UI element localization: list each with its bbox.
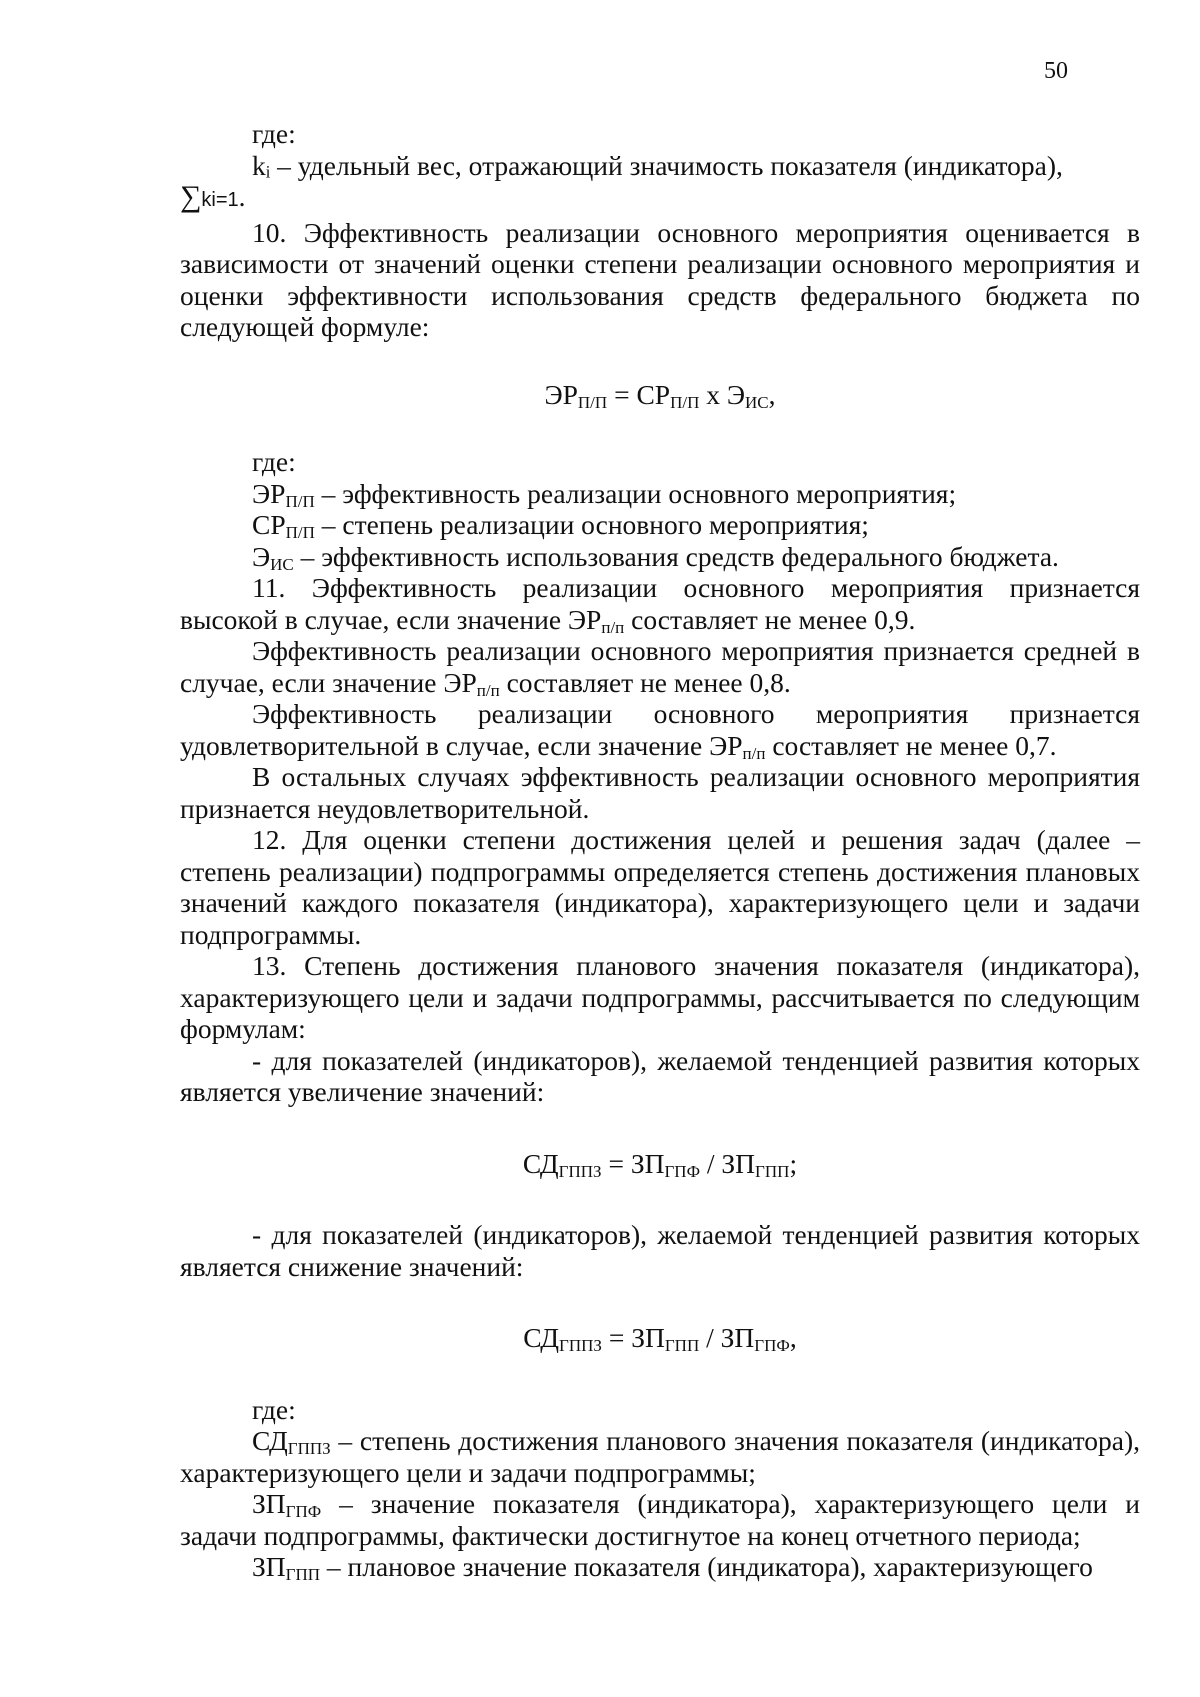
formula-er-end: , bbox=[768, 378, 776, 410]
paragraph-11-unsatisfactory: В остальных случаях эффективность реализации основного мероприятия признается неудовлетворительной. bbox=[180, 761, 1140, 824]
def-er-sub: П/П bbox=[285, 491, 315, 511]
def-eis bbox=[180, 541, 1140, 573]
def-sd-sub: ГППЗ bbox=[287, 1439, 331, 1458]
def-sd-text: – степень достижения планового значения показателя (индикатора), характеризующего цели и задачи подпрограммы; bbox=[180, 1425, 1140, 1488]
ki-definition: kᵢ – удельный вес, отражающий значимость показателя (индикатора), bbox=[252, 149, 1063, 181]
sum-end: . bbox=[238, 181, 246, 212]
p11-medium-sub: п/п bbox=[476, 680, 500, 700]
formula-sd-decrease bbox=[180, 1322, 1140, 1354]
def-zpp-sub: ГПП bbox=[285, 1565, 321, 1584]
formula2-div: / ЗП bbox=[700, 1147, 756, 1179]
formula3-end: , bbox=[789, 1322, 797, 1353]
formula2-num-sub: ГПФ bbox=[664, 1161, 701, 1181]
p11-high-sub: п/п bbox=[601, 617, 625, 637]
paragraph-12: 12. Для оценки степени достижения целей и решения задач (далее – степень реализации) подпрограммы определяется степень достижения плановых значений каждого показателя (индикатора), характеризующего цели и задачи подпрограммы. bbox=[180, 824, 1140, 950]
def-er-text: – эффективность реализации основного мероприятия; bbox=[314, 477, 957, 509]
p11-high-post: составляет не менее 0,9. bbox=[624, 603, 916, 635]
formula-er bbox=[180, 379, 1140, 411]
def-sr-symbol: СР bbox=[252, 509, 286, 540]
formula2-den-sub: ГПП bbox=[755, 1161, 790, 1181]
formula-er-eq: = СР bbox=[607, 378, 671, 410]
def-er bbox=[180, 478, 1140, 510]
formula-er-lhs-sub: П/П bbox=[577, 392, 608, 412]
formula-sd-increase bbox=[180, 1148, 1140, 1180]
def-sd bbox=[180, 1425, 1140, 1488]
p11-medium-post: составляет не менее 0,8. bbox=[499, 666, 791, 698]
paragraph-10: 10. Эффективность реализации основного мероприятия оценивается в зависимости от значений оценки степени реализации основного мероприятия и оценки эффективности использования средств федерального бюджета по следующей формуле: bbox=[180, 216, 1140, 342]
def-eis-symbol: Э bbox=[252, 540, 271, 572]
formula2-lhs: СД bbox=[522, 1147, 559, 1179]
def-sr-sub: П/П bbox=[285, 523, 315, 542]
increase-case: - для показателей (индикаторов), желаемой тенденцией развития которых является увеличение значений: bbox=[180, 1044, 1140, 1107]
def-zpf-sub: ГПФ bbox=[285, 1502, 322, 1521]
formula-er-rhs-sub: ИС bbox=[745, 392, 769, 412]
def-zpp-text: – плановое значение показателя (индикатора), характеризующего bbox=[320, 1551, 1093, 1582]
def-eis-text: – эффективность использования средств федерального бюджета. bbox=[293, 540, 1059, 572]
def-er-symbol: ЭР bbox=[252, 477, 286, 509]
sigma-symbol: ∑ bbox=[180, 180, 202, 213]
page-number: 50 bbox=[1044, 58, 1068, 84]
formula2-end: ; bbox=[789, 1147, 798, 1179]
formula3-den-sub: ГПФ bbox=[754, 1336, 790, 1355]
formula3-eq: = ЗП bbox=[601, 1322, 665, 1353]
where-label-3: где: bbox=[252, 1393, 296, 1425]
formula3-lhs-sub: ГППЗ bbox=[559, 1336, 602, 1355]
formula2-eq: = ЗП bbox=[601, 1147, 665, 1179]
where-label-2: где: bbox=[252, 446, 296, 477]
document-body bbox=[180, 118, 1140, 1583]
p11-satisfactory-post: составляет не менее 0,7. bbox=[765, 729, 1057, 761]
formula-er-lhs: ЭР bbox=[544, 378, 578, 410]
def-zpf-text: – значение показателя (индикатора), характеризующего цели и задачи подпрограммы, фактически достигнутое на конец отчетного периода; bbox=[180, 1488, 1140, 1551]
p11-satisfactory-pre: Эффективность реализации основного мероприятия признается удовлетворительной в случае, если значение ЭР bbox=[180, 698, 1140, 761]
sum-expression: ki=1 bbox=[201, 189, 239, 211]
def-sr bbox=[180, 509, 1140, 541]
def-zpf-symbol: ЗП bbox=[252, 1488, 286, 1519]
decrease-case: - для показателей (индикаторов), желаемой тенденцией развития которых является снижение значений: bbox=[180, 1219, 1140, 1282]
formula3-num-sub: ГПП bbox=[664, 1336, 700, 1355]
formula2-lhs-sub: ГППЗ bbox=[558, 1161, 602, 1181]
formula3-lhs: СД bbox=[523, 1322, 560, 1353]
where-label-1: где: bbox=[252, 118, 296, 149]
formula-er-x: х Э bbox=[699, 378, 746, 410]
paragraph-11-medium bbox=[180, 635, 1140, 698]
def-sr-text: – степень реализации основного мероприятия; bbox=[314, 509, 869, 540]
def-sd-symbol: СД bbox=[252, 1425, 288, 1456]
formula-er-mid-sub: П/П bbox=[670, 392, 700, 412]
paragraph-11-high bbox=[180, 572, 1140, 635]
paragraph-13: 13. Степень достижения планового значения показателя (индикатора), характеризующего цели и задачи подпрограммы, рассчитывается по следующим формулам: bbox=[180, 950, 1140, 1044]
paragraph-11-satisfactory bbox=[180, 698, 1140, 761]
def-zpp bbox=[180, 1551, 1140, 1583]
p11-satisfactory-sub: п/п bbox=[742, 743, 766, 763]
def-eis-sub: ИС bbox=[270, 554, 294, 574]
def-zpf bbox=[180, 1488, 1140, 1551]
p11-medium-pre: Эффективность реализации основного мероприятия признается средней в случае, если значение ЭР bbox=[180, 635, 1140, 698]
sum-formula bbox=[180, 181, 1140, 217]
p11-high-pre: 11. Эффективность реализации основного мероприятия признается высокой в случае, если значение ЭР bbox=[180, 572, 1140, 635]
def-zpp-symbol: ЗП bbox=[252, 1551, 286, 1582]
formula3-div: / ЗП bbox=[699, 1322, 755, 1353]
